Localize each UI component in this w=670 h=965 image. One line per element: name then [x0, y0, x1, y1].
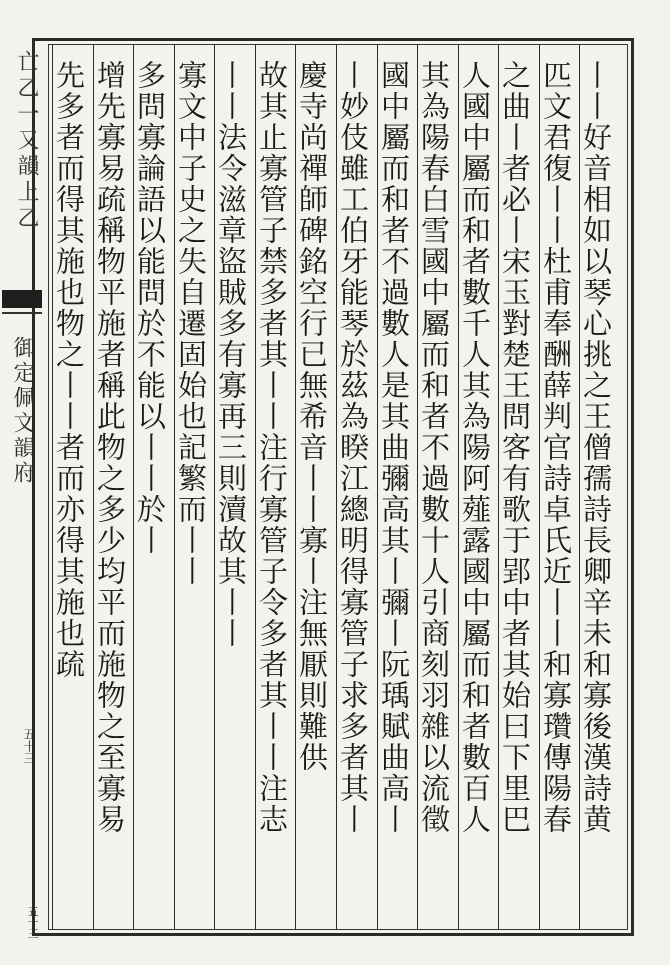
text-column: 丨妙伎雖工伯牙能琴於茲為睽江總明得寡管子求多者其丨: [336, 60, 370, 835]
text-column: 寡文中子史之失自遷固始也記繁而丨丨: [174, 60, 208, 587]
fish-tail-rule: [2, 312, 42, 320]
fish-tail-mark: [2, 290, 42, 308]
text-column: 多問寡論語以能問於不能以丨丨於丨: [133, 60, 167, 556]
text-column: 先多者而得其施也物之丨丨者而亦得其施也疏: [52, 60, 86, 680]
text-column: 國中屬而和者不過數人是其曲彌高其丨彌丨阮瑀賦曲高丨: [377, 60, 411, 835]
text-column: 故其止寡管子禁多者其丨丨注行寡管子令多者其丨丨注志: [255, 60, 289, 835]
text-column: 丨丨好音相如以琴心挑之王僧孺詩長卿辛未和寡後漢詩黄: [579, 60, 613, 835]
text-column: 慶寺尚禪師碑銘空行已無希音丨丨寡丨注無厭則難供: [295, 60, 329, 773]
margin-marks: 亡乙一又韻上乙: [14, 50, 39, 232]
text-column: 人國中屬而和者數千人其為陽阿薤露國中屬而和者數百人: [458, 60, 492, 835]
text-column: 增先寡易疏稱物平施者稱此物之多少均平而施物之至寡易: [93, 60, 127, 835]
text-column: 之曲丨者必丨宋玉對楚王問客有歌于郢中者其始曰下里巴: [498, 60, 532, 835]
folio-number-bottom: 五十三: [26, 906, 39, 939]
folio-number: 五十三: [22, 728, 36, 764]
book-title: 御定佩文韻府: [10, 336, 35, 486]
text-column: 匹文君復丨丨杜甫奉酬薛判官詩卓氏近丨丨和寡瓚傳陽春: [539, 60, 573, 835]
text-column: 其為陽春白雪國中屬而和者不過數十人引商刻羽雜以流徵: [417, 60, 451, 835]
text-column: 丨丨法令滋章盜賊多有寡再三則瀆故其丨丨: [214, 60, 248, 649]
